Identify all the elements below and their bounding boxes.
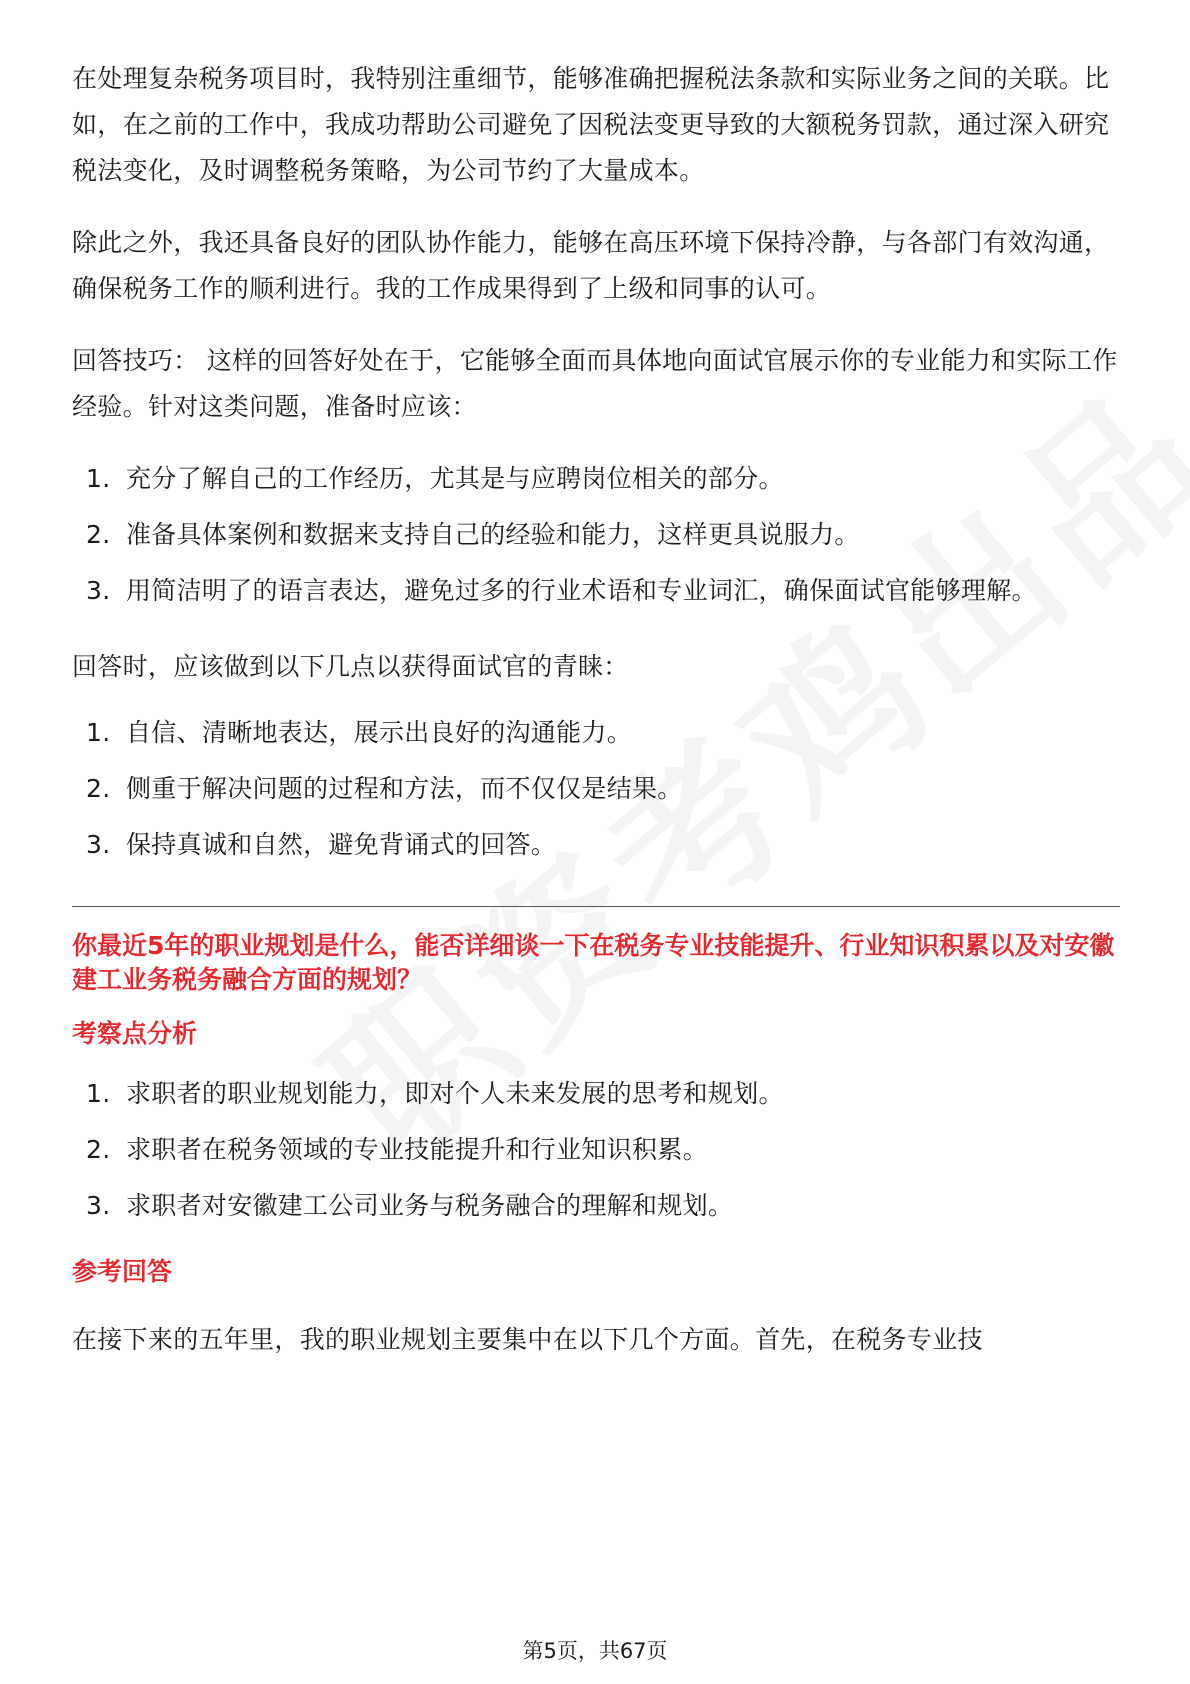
list-number: 2. (86, 520, 111, 549)
list-item-text: 充分了解自己的工作经历，尤其是与应聘岗位相关的部分。 (126, 464, 784, 493)
list-number: 1. (86, 1079, 111, 1108)
list-number: 1. (86, 464, 111, 493)
section-divider (72, 906, 1120, 907)
list-item (72, 1071, 1120, 1117)
list-number: 1. (86, 718, 111, 747)
list-number: 2. (86, 774, 111, 803)
interview-question: 你最近5年的职业规划是什么，能否详细谈一下在税务专业技能提升、行业知识积累以及对安徽建工业务税务融合方面的规划？ (72, 931, 1115, 994)
list-item (72, 710, 1120, 756)
list-item-text: 求职者的职业规划能力，即对个人未来发展的思考和规划。 (126, 1079, 784, 1108)
paragraph-answer-tips: 回答技巧： 这样的回答好处在于，它能够全面而具体地向面试官展示你的专业能力和实际工作经验。针对这类问题，准备时应该： (72, 346, 1118, 421)
analysis-heading: 考察点分析 (72, 1019, 198, 1048)
paragraph-answer-intro: 回答时，应该做到以下几点以获得面试官的青睐： (72, 652, 629, 681)
list-item-text: 侧重于解决问题的过程和方法，而不仅仅是结果。 (126, 774, 683, 803)
paragraph-reference-answer: 在接下来的五年里，我的职业规划主要集中在以下几个方面。首先，在税务专业技 (72, 1325, 983, 1354)
document-page (72, 56, 1120, 1363)
list-item-text: 保持真诚和自然，避免背诵式的回答。 (126, 830, 557, 859)
prep-list (72, 456, 1120, 614)
list-number: 3. (86, 576, 111, 605)
list-item (72, 568, 1120, 614)
analysis-list (72, 1071, 1120, 1229)
list-number: 2. (86, 1135, 111, 1164)
list-item-text: 用简洁明了的语言表达，避免过多的行业术语和专业词汇，确保面试官能够理解。 (126, 576, 1037, 605)
answer-list (72, 710, 1120, 868)
page-footer: 第5页，共67页 (522, 1639, 668, 1663)
list-item (72, 766, 1120, 812)
list-item (72, 1127, 1120, 1173)
list-item-text: 自信、清晰地表达，展示出良好的沟通能力。 (126, 718, 633, 747)
list-item (72, 822, 1120, 868)
list-item (72, 512, 1120, 558)
list-item (72, 1183, 1120, 1229)
list-item-text: 求职者对安徽建工公司业务与税务融合的理解和规划。 (126, 1191, 734, 1220)
list-number: 3. (86, 830, 111, 859)
list-number: 3. (86, 1191, 111, 1220)
reference-heading: 参考回答 (72, 1257, 173, 1286)
paragraph-tax-detail: 在处理复杂税务项目时，我特别注重细节，能够准确把握税法条款和实际业务之间的关联。比如，在之前的工作中，我成功帮助公司避免了因税法变更导致的大额税务罚款，通过深入研究税法变化，及时调整税务策略，为公司节约了大量成本。 (72, 64, 1110, 185)
list-item (72, 456, 1120, 502)
list-item-text: 求职者在税务领域的专业技能提升和行业知识积累。 (126, 1135, 708, 1164)
paragraph-teamwork: 除此之外，我还具备良好的团队协作能力，能够在高压环境下保持冷静，与各部门有效沟通，确保税务工作的顺利进行。我的工作成果得到了上级和同事的认可。 (72, 228, 1110, 303)
list-item-text: 准备具体案例和数据来支持自己的经验和能力，这样更具说服力。 (126, 520, 860, 549)
